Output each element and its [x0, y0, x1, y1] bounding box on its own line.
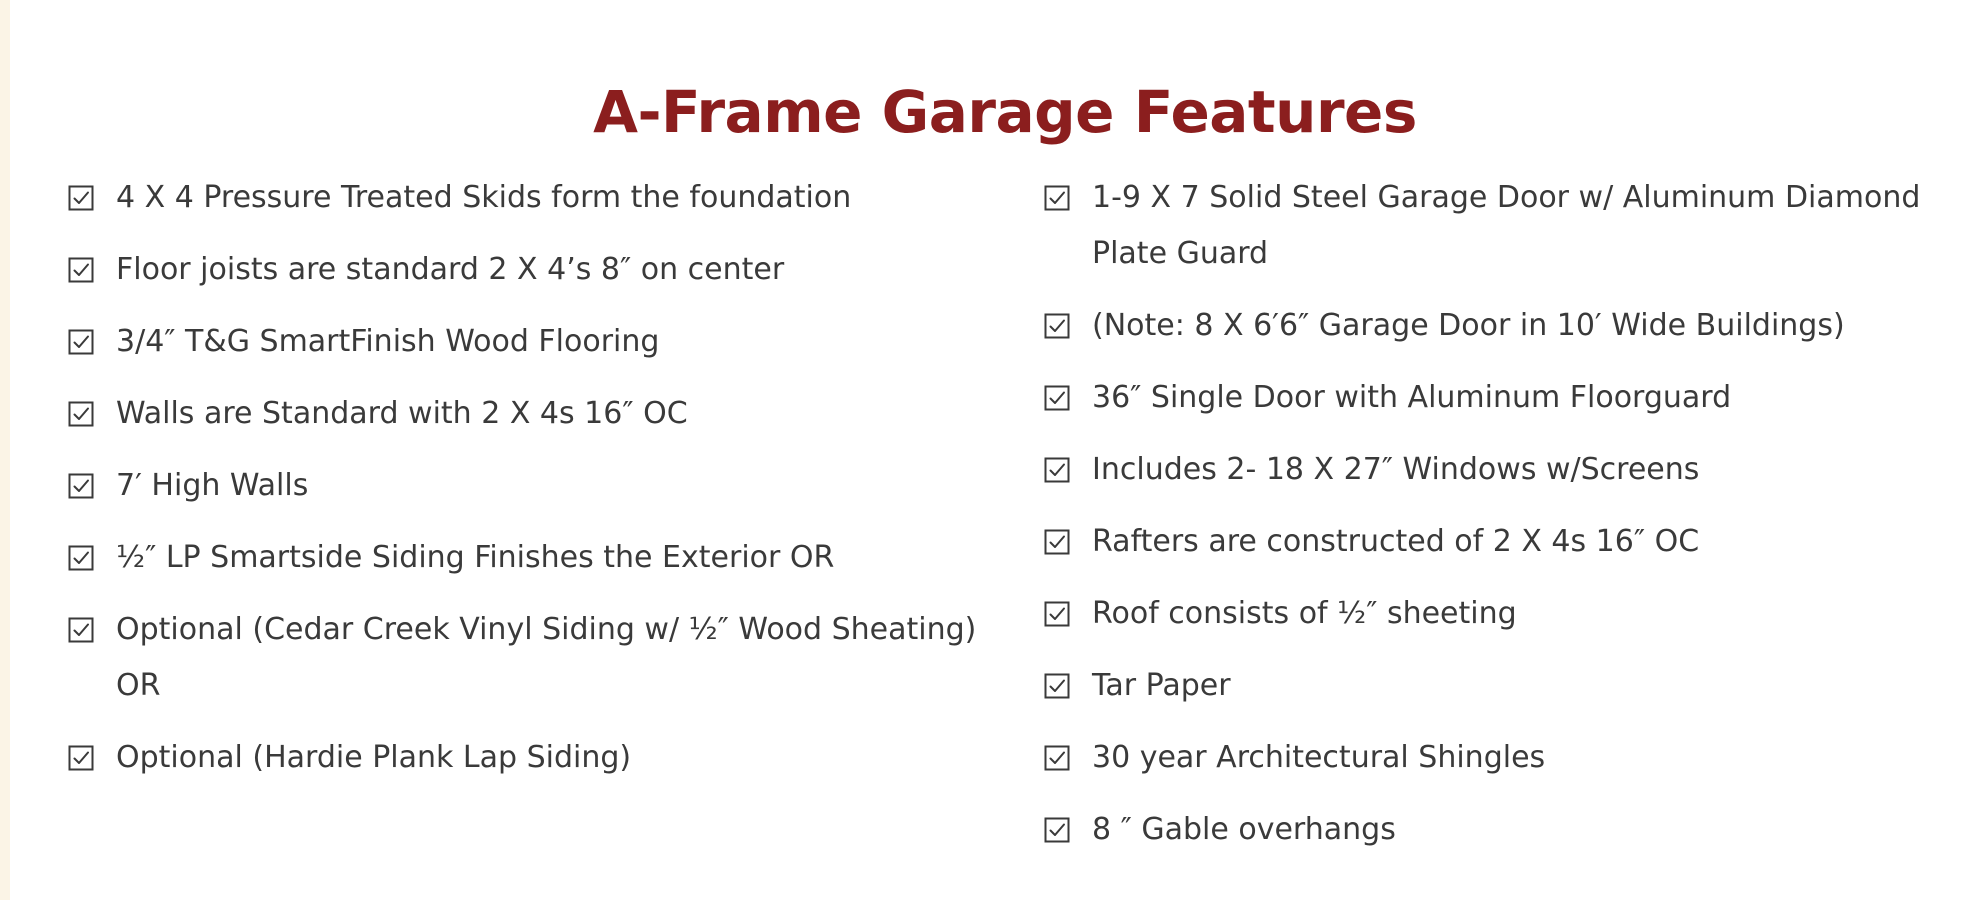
feature-item [1044, 730, 1944, 786]
feature-text: Floor joists are standard 2 X 4’s 8″ on center [116, 252, 785, 287]
checkbox-checked-icon [68, 185, 94, 211]
feature-text: Includes 2- 18 X 27″ Windows w/Screens [1092, 452, 1700, 487]
checkbox-checked-icon [68, 473, 94, 499]
checkbox-checked-icon [1044, 745, 1070, 771]
feature-item [1044, 170, 1944, 282]
checkbox-checked-icon [68, 617, 94, 643]
checkbox-checked-icon [1044, 313, 1070, 339]
feature-item [1044, 370, 1944, 426]
feature-item [1044, 442, 1944, 498]
feature-text: 30 year Architectural Shingles [1092, 740, 1546, 775]
right-features-list [1044, 170, 1944, 874]
feature-text: Optional (Hardie Plank Lap Siding) [116, 740, 632, 775]
feature-item [68, 530, 988, 586]
feature-item [68, 730, 988, 786]
feature-text: 36″ Single Door with Aluminum Floorguard [1092, 380, 1732, 415]
checkbox-checked-icon [1044, 601, 1070, 627]
checkbox-checked-icon [68, 329, 94, 355]
feature-text: Tar Paper [1092, 668, 1231, 703]
feature-item [68, 386, 988, 442]
checkbox-checked-icon [68, 745, 94, 771]
feature-item [1044, 298, 1944, 354]
feature-text: ½″ LP Smartside Siding Finishes the Exterior OR [116, 540, 835, 575]
checkbox-checked-icon [68, 257, 94, 283]
feature-item [1044, 658, 1944, 714]
feature-item [68, 170, 988, 226]
feature-item [68, 602, 988, 714]
checkbox-checked-icon [1044, 673, 1070, 699]
feature-text: 7′ High Walls [116, 468, 309, 503]
feature-text: 1-9 X 7 Solid Steel Garage Door w/ Aluminum Diamond Plate Guard [1092, 180, 1921, 271]
checkbox-checked-icon [1044, 457, 1070, 483]
checkbox-checked-icon [68, 401, 94, 427]
feature-text: 8 ″ Gable overhangs [1092, 812, 1396, 847]
feature-text: 4 X 4 Pressure Treated Skids form the foundation [116, 180, 852, 215]
feature-item [68, 242, 988, 298]
feature-item [68, 458, 988, 514]
feature-text: (Note: 8 X 6′6″ Garage Door in 10′ Wide Buildings) [1092, 308, 1845, 343]
feature-text: Roof consists of ½″ sheeting [1092, 596, 1517, 631]
feature-item [1044, 802, 1944, 858]
checkbox-checked-icon [68, 545, 94, 571]
left-features-list [68, 170, 988, 802]
feature-item [1044, 514, 1944, 570]
feature-item [68, 314, 988, 370]
checkbox-checked-icon [1044, 817, 1070, 843]
feature-text: Optional (Cedar Creek Vinyl Siding w/ ½″ Wood Sheating) OR [116, 612, 977, 703]
checkbox-checked-icon [1044, 385, 1070, 411]
section-title: A-Frame Garage Features [593, 77, 1417, 146]
feature-text: Walls are Standard with 2 X 4s 16″ OC [116, 396, 688, 431]
checkbox-checked-icon [1044, 185, 1070, 211]
checkbox-checked-icon [1044, 529, 1070, 555]
feature-text: 3/4″ T&G SmartFinish Wood Flooring [116, 324, 660, 359]
feature-item [1044, 586, 1944, 642]
feature-text: Rafters are constructed of 2 X 4s 16″ OC [1092, 524, 1700, 559]
